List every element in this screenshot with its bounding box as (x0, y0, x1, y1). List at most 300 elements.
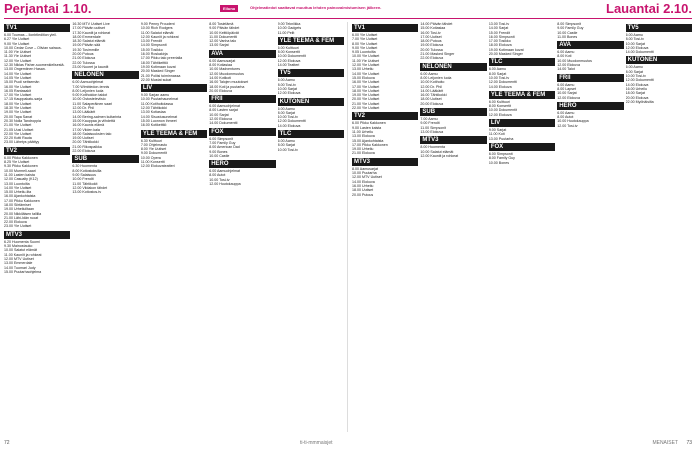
program-entry: 22.20 Kotti Rauta (4, 136, 32, 141)
program-entry: 8.00 Leijonien luola (72, 88, 104, 93)
program-entry: 6.00 Aamuohjelmat (209, 169, 240, 174)
program-entry: 20.00 Nikkiläisen tallilla (4, 211, 42, 216)
program-entry: 7.00 Ohjelmasto (140, 142, 167, 147)
program-entry: 21.00 Poliisi toiminnassa (140, 73, 181, 78)
program-entry: 11.00 Koti (488, 132, 505, 137)
program-entry: 17.15 Kauppakatu-sarja (4, 97, 43, 102)
program-entry: 12.00 Muodonmuutos (209, 71, 244, 76)
program-entry: 11.00 Kauniit ja rohkeat (4, 252, 42, 257)
program-entry: 17.30 Kauniit ja rohkeat (72, 30, 111, 35)
program-entry: 10.00 Tosi-tv (209, 177, 230, 182)
program-entry: 8.00 Kotiostoksilla (72, 168, 102, 173)
program-entry: 12.00 Elokuva (625, 45, 649, 50)
program-entry: 12.00 MTV Uutiset (352, 175, 382, 180)
program-entry: 14.00 Dokumentti (209, 121, 238, 126)
program-entry: 21.00 Yle Uutiset (352, 101, 380, 106)
program-entry: 12.00 Elokuva (277, 58, 301, 63)
channel-heading: HERO (209, 160, 275, 168)
program-entry: 17.00 Yle Uutiset (352, 84, 380, 89)
program-entry: 11.00 Simpsonit (420, 125, 446, 130)
program-entry: 15.00 Kotiasiaa (420, 26, 446, 31)
footer-center: ti-ti-mmmaisjet (300, 440, 333, 446)
program-entry: 18.00 Elokuva (488, 43, 512, 48)
program-entry: 13.00 Luontoilta (4, 181, 30, 186)
program-entry: 14.00 Sisustusunelmat (140, 114, 178, 119)
program-entry: 6.00 Kulttuuri (488, 99, 510, 104)
program-entry: 8.00 Sarjat (277, 110, 296, 115)
program-entry: 18.00 Yle Uutiset (352, 88, 380, 93)
program-entry: 6.00 Aamu (557, 110, 575, 115)
program-entry: 10.00 Bones (488, 160, 509, 165)
program-entry: 16.00 Urheilu (625, 86, 648, 91)
program-entry: 9.00 Sarjat (488, 128, 507, 133)
listing-column (72, 22, 138, 432)
program-entry: 13.00 Kotiostos-tv (72, 190, 102, 195)
program-entry: 22.00 Elokuva (420, 56, 444, 61)
program-entry: 10.00 Salatut elämät (4, 248, 37, 253)
program-entry: 10.00 Gadgets (277, 26, 302, 31)
program-entry: 9.00 Salaisuus (72, 172, 96, 177)
program-entry: 11.00 Tähtikokit (72, 181, 98, 186)
program-entry: 11.00 Dokumentti (209, 34, 238, 39)
program-entry: 19.00 Uutiset (72, 136, 94, 141)
program-entry: 12.00 Elokuva (277, 91, 301, 96)
channel-heading: TV2 (352, 112, 418, 120)
program-entry: 17.00 Pikku talo preerialla (140, 56, 183, 61)
header-rule (4, 18, 692, 19)
program-entry: 20.00 Yle Uutiset (352, 97, 380, 102)
program-entry: 12.00 Tähtikokki (140, 106, 167, 111)
program-entry: 21.00 Rikospaikka (72, 144, 102, 149)
program-entry: 10.00 Castle (557, 30, 578, 35)
program-entry: 9.00 Päivän tähdet (209, 26, 240, 31)
program-entry: 17.00 Uutiset (420, 34, 442, 39)
program-entry: 20.00 Elokuva (209, 88, 232, 93)
program-entry: 12.00 Tosi-tv (557, 123, 578, 128)
program-entry: 10.00 Frendit (72, 177, 94, 182)
program-entry: 20.30 Nolla Tandroppia (4, 118, 41, 123)
program-entry: 19.30 Tosimmille (72, 47, 100, 52)
channel-heading: KUTONEN (278, 98, 344, 106)
program-entry: 16.00 Tosi-tv (420, 30, 441, 35)
program-entry: 19.00 Urheiluiltaan (4, 207, 34, 212)
program-entry: 10.00 Muodonmuutos (557, 58, 592, 63)
program-entry: 14.00 Päivän tähdet (420, 22, 453, 26)
program-entry: 10.00 Opera (140, 155, 161, 160)
program-entry: 9.00 Yle Uutiset (352, 45, 378, 50)
program-entry: 16.00 Ajankohtaista (4, 194, 36, 199)
program-entry: 20.00 Elokuva (625, 95, 649, 100)
program-entry: 21.00 Elokuva (352, 151, 375, 156)
program-entry: 16.00 Urheilu (352, 183, 374, 188)
program-entry: 8.00 Yle Uutiset (140, 147, 167, 152)
program-entry: 14.00 Tuomari Judy (4, 265, 36, 270)
program-entry: 22.00 Tulossa (72, 60, 95, 65)
channel-heading: SUB (72, 155, 138, 163)
program-entry: 22.00 Yle Uutiset (4, 131, 32, 136)
program-entry: 6.00 Aamu (420, 71, 438, 76)
program-entry: 13.00 Puutarha (488, 136, 514, 141)
channel-heading: TV5 (626, 24, 692, 32)
program-entry: 6.00 Aamu (277, 139, 295, 144)
program-entry: 8.00 Sarjat (488, 71, 507, 76)
notice-text: Ohjelmatiedot saattavat muuttua lehden painovalmistumisen jälkeen. (250, 5, 382, 10)
program-entry: 22.00 Elokuva (4, 220, 27, 225)
channel-heading: YLE TEEMA & FEM (278, 37, 344, 45)
program-entry: 8.00 Yle Uutiset (352, 41, 378, 46)
program-entry: 19.00 Elokuva (420, 43, 444, 48)
program-entry: 14.00 Lääkärit (420, 88, 444, 93)
program-entry: 21.05 Uusi Uutiset (4, 127, 34, 132)
program-entry: 6.00 Aamu (625, 65, 643, 70)
program-entry: 6.00 Pikku Kakkonen (352, 121, 386, 126)
channel-heading: FOX (209, 128, 275, 136)
program-entry: 20.00 Tähtikokki (72, 140, 99, 145)
program-entry: 13.00 Kotiasiaa (140, 110, 166, 115)
listing-column (352, 22, 418, 432)
program-entry: 15.00 Elokuva (352, 75, 375, 80)
program-entry: 12.30 Niklas Fisher-suomenkielisestä. (4, 63, 65, 68)
program-entry: 9.00 Yle Uutiset (4, 41, 30, 46)
program-entry: 12.00 Dokumentti (277, 119, 306, 124)
program-entry: 18.00 Siirtämiset (4, 202, 31, 207)
listing-column (141, 22, 207, 432)
program-entry: 14.00 Elokuva (488, 84, 512, 89)
program-entry: 19.00 Kotimaan kuvat (488, 47, 524, 52)
program-entry: 17.00 Tosikko (488, 39, 511, 44)
program-entry: 12.00 Kauniit ja rohkeat (140, 34, 179, 39)
program-entry: 11.30 Yle Uutiset (4, 54, 32, 59)
program-entry: 12.00 Yle Uutiset (352, 63, 380, 68)
program-entry: 10.00 Tosi-tv (625, 74, 646, 79)
page-divider (347, 22, 348, 432)
program-entry: 6.00 Aamu (557, 50, 575, 55)
program-entry: 6.00 Kulttuuri (277, 45, 299, 50)
program-entry: 16.00 Simpsonit (488, 34, 515, 39)
program-entry: 8.00 Tosielämä (209, 22, 234, 26)
program-entry: 9.00 Penny Proudent (140, 22, 175, 26)
program-entry: 8.00 Koti (557, 54, 572, 59)
program-entry: 6.00 Aamu (488, 67, 506, 72)
program-entry: 14.00 Dokumentti (625, 50, 654, 55)
channel-heading: AVA (557, 41, 623, 49)
program-entry: 20.00 Masked Singer (140, 69, 175, 74)
program-entry: 14.00 Elokuva (625, 82, 649, 87)
program-entry: 18.00 Salaisuuksien talo (72, 131, 112, 136)
program-entry: 14.00 Yle Uutiset (4, 71, 32, 76)
program-entry: 14.00 Teatteri (277, 63, 300, 68)
program-entry: 22.00 Mustat sukat (140, 77, 172, 82)
program-entry: 8.00 Lasten sarjat (209, 108, 238, 113)
program-entry: 9.00 Kotihoidon taidot (72, 93, 108, 98)
program-entry: 12.00 Elokuva (557, 95, 580, 100)
program-entry: 16.30 MTV Uutiset Live (72, 22, 110, 26)
program-entry: 14.00 Bering-salmen kultarinta (72, 114, 122, 119)
program-entry: 21.00 Lähi-Idän ruoat (4, 215, 39, 220)
program-entry: 19.00 Yle Uutiset (4, 110, 32, 115)
program-entry: 6.00 Aamuohjelmat (72, 80, 104, 85)
program-entry: 18.00 Putous (420, 39, 442, 44)
program-entry: 14.00 Elokuva (277, 123, 301, 128)
listing-column (209, 22, 275, 432)
program-entry: 15.00 Frendit (488, 30, 510, 35)
program-entry: 20.00 Elokuva (420, 101, 444, 106)
program-entry: 13.00 Lääkärit (72, 110, 96, 115)
program-entry: 20.00 Putous (352, 192, 374, 197)
program-entry: 6.00 Aamuohjelmat (209, 104, 240, 109)
program-entry: 8.00 Tosi-tv (277, 82, 296, 87)
program-entry: 10.00 Puutarhaunelmat (140, 97, 179, 102)
program-entry: 10.00 Huutokauppa (557, 119, 589, 124)
program-entry: 18.00 Uutiset (420, 97, 442, 102)
program-entry: 14.00 Sarjat (488, 26, 509, 31)
program-entry: 6.00 Aamu (277, 78, 295, 83)
program-entry: 18.30 Yle Uutiset (4, 106, 32, 111)
page-number-right: 73 (686, 440, 692, 446)
program-entry: 12.00 Kauniit ja rohkeat (420, 153, 459, 158)
program-entry: 10.00 Dokumentit (488, 108, 517, 113)
program-entry: 7.00 Aamu (420, 117, 438, 122)
channel-heading: FOX (489, 143, 555, 151)
program-entry: 9.05 Luontoilta (352, 50, 376, 55)
program-entry: 11.00 Salatut elämät (140, 30, 174, 35)
program-entry: 11.00 Konsertti (140, 160, 165, 165)
program-entry: 8.00 Aamusarjat (352, 166, 378, 171)
program-entry: 13.00 Frendit (140, 39, 162, 44)
program-entry: 10.00 Tosi-tv (277, 147, 298, 152)
program-entry: 10.00 Dokumentit (277, 54, 306, 59)
program-entry: 22.00 Yle Uutiset (352, 106, 380, 111)
program-entry: 11.00 Bones (557, 34, 578, 39)
program-entry: 14.00 Kotikoti (209, 75, 231, 80)
program-entry: 12.00 Huutokauppa (209, 182, 241, 187)
listing-column (420, 22, 486, 432)
program-entry: 12.00 Casualty (K12) (4, 177, 38, 182)
program-entry: 12.00 Dokumentti (488, 80, 517, 85)
channel-heading: NELONEN (420, 63, 486, 71)
program-entry: 19.00 Kotimaan kuvat (140, 64, 176, 69)
program-entry: 23.00 Yle Uutiset (4, 224, 32, 229)
program-entry: 12.00 Dr. Phil (72, 106, 94, 111)
program-entry: 16.00 Roskakirja (140, 52, 168, 57)
page-number-left: 72 (4, 440, 10, 446)
program-entry: 17.00 Pikku Kakkonen (352, 142, 388, 147)
program-entry: 6.27 Yle Uutiset (4, 37, 30, 42)
program-entry: 15.00 Ajankohtaista (352, 138, 384, 143)
channel-heading: LIV (489, 119, 555, 127)
program-entry: 23.00 Nuoret ja kauniit (72, 64, 109, 69)
program-entry: 16.00 Kaunis elämä (72, 123, 105, 128)
channel-heading: YLE TEEMA & FEM (141, 130, 207, 138)
channel-heading: TV2 (4, 147, 70, 155)
program-entry: 18.30 Salatut elämät (72, 39, 106, 44)
program-entry: 21.00 Elokuva (72, 56, 96, 61)
day-title-left: Perjantai 1.10. (4, 1, 92, 16)
program-entry: 23.00 Lähetys päättyy (4, 140, 40, 145)
program-entry: 15.00 Urheilu-ilta (4, 190, 32, 195)
program-entry: 11.00 Salaperäinen saari (72, 101, 113, 106)
program-entry: 11.00 Pelit (277, 30, 295, 35)
footer-label: MENAISET (652, 440, 678, 446)
program-entry: 21.00 Masked Singer (420, 52, 455, 57)
program-entry: 10.00 Salatut elämät (420, 149, 454, 154)
program-entry: 12.00 Elokuva (488, 112, 512, 117)
program-entry: 16.00 Kotikeittiö (140, 123, 167, 128)
program-entry: 6.20 Huomenta Suomi (4, 239, 40, 244)
channel-heading: SUB (420, 108, 486, 116)
program-entry: 14.00 Yle Uutiset (352, 71, 380, 76)
program-entry: 11.00 Urheilu (352, 129, 374, 134)
program-entry: 9.00 Family Guy (557, 26, 584, 31)
program-entry: 8.00 Autot (557, 115, 574, 120)
program-entry: 10.00 Sarjat (209, 112, 229, 117)
program-entry: 10.00 Yle Uutiset (352, 54, 380, 59)
program-entry: 12.00 MTV Uutiset (4, 256, 34, 261)
program-entry: 6.30 Huomenta (72, 164, 97, 169)
program-entry: 8.00 Kotiasiaa (209, 63, 232, 68)
program-entry: 8.00 Simpsonit (557, 22, 581, 26)
program-entry: 16.00 Yle Uutiset (4, 84, 32, 89)
program-entry: 6.00 Aamusarjat (209, 58, 236, 63)
channel-heading: LIV (141, 84, 207, 92)
program-entry: 20.00 Masked Singer (488, 52, 523, 57)
program-entry: 10.00 Keittiöpäivät (209, 30, 239, 35)
program-entry: 11.00 Yle Uutiset (4, 50, 32, 55)
program-entry: 10.00 Cedar Cove – Olivian sairaus. (4, 45, 62, 50)
channel-heading: AVA (209, 50, 275, 58)
program-entry: 20.00 Putous (72, 52, 94, 57)
channel-heading: FRII (557, 74, 623, 82)
program-entry: 12.00 Elokuvateatteri (140, 164, 175, 169)
program-entry: 6.00 Toumas – Ilonbtledition yleil. (4, 33, 57, 37)
program-entry: 19.00 Päivän sää (72, 43, 101, 48)
program-entry: 9.00 Frendit (420, 121, 440, 126)
program-entry: 15.00 Kauppaa ja viihdettä (72, 118, 115, 123)
right-page-listings (352, 22, 692, 432)
program-entry: 6.00 Aamu (625, 33, 643, 37)
program-entry: 10.00 Sarjat (557, 91, 577, 96)
notice-tag: Eiluno (220, 5, 238, 12)
program-entry: 12.00 Vanha talo (209, 39, 237, 44)
program-entry: 12.00 Viidakon tähdet (72, 185, 108, 190)
program-entry: 16.00 Talojen muutokset (209, 80, 249, 85)
program-entry: 18.00 Tähtikeittiö (140, 60, 169, 65)
program-entry: 6.00 Aamu (557, 82, 575, 87)
program-entry: 11.00 Yle Uutiset (352, 58, 380, 63)
program-entry: 19.00 Yle Uutiset (352, 93, 380, 98)
channel-heading: HERO (557, 102, 623, 110)
program-entry: 6.00 Aamu (277, 106, 295, 111)
program-entry: 14.05 Yle Uutiset (4, 75, 32, 80)
program-entry: 7.00 Wimbledon-tennis (72, 84, 110, 89)
program-entry: 9.30 Pikku Kakkonen (4, 164, 38, 169)
program-entry: 12.00 Dr. Phil (420, 84, 442, 89)
program-entry: 14.00 Elokuva (352, 179, 375, 184)
program-entry: 10.00 Sarjat (277, 86, 298, 91)
channel-heading: TLC (489, 58, 555, 66)
program-entry: 18.00 Yle Uutiset (4, 101, 32, 106)
program-entry: 22.00 Elokuva (72, 149, 96, 154)
program-entry: 13.00 Tosi-tv (488, 22, 510, 26)
program-entry: 10.00 Kotihoito (420, 80, 445, 85)
channel-heading: FRII (209, 95, 275, 103)
program-entry: 6.00 Yle Uutiset (352, 33, 378, 37)
program-entry: 10.00 Sarjat (625, 41, 646, 46)
program-entry: 8.00 Konsertit (488, 104, 511, 109)
program-entry: 16.00 Yle Uutiset (352, 80, 380, 85)
program-entry: 9.30 Mainostauko (4, 244, 33, 249)
program-entry: 14.00 Simpsonit (140, 43, 167, 48)
channel-heading: TV1 (352, 24, 418, 32)
program-entry: 10.00 Puutarha (352, 171, 377, 176)
day-title-right: Lauantai 2.10. (606, 1, 692, 16)
program-entry: 9.00 Tekniikka (277, 22, 301, 26)
program-entry: 12.00 Dokumentti (625, 78, 654, 83)
program-entry: 13.00 Elokuva (420, 129, 444, 134)
program-entry: 7.00 Family Guy (209, 140, 236, 145)
program-entry: 20.00 Tulossa (420, 47, 443, 52)
program-entry: 6.00 Simpsonit (488, 151, 513, 156)
program-entry: 10.00 Ostosteleviisio (72, 97, 106, 102)
program-entry: 10.00 Murmeli-saari (4, 168, 36, 173)
program-entry: 11.00 Kotihoitolassa (140, 101, 173, 106)
channel-heading: TLC (278, 130, 344, 138)
program-entry: 13.00 Elokuva (352, 134, 375, 139)
program-entry: 13.00 Urheilu (352, 67, 374, 72)
listing-column (4, 22, 70, 432)
program-entry: 14.00 Yle Uutiset (4, 185, 32, 190)
program-entry: 8.00 Leijonien luola (420, 75, 452, 80)
program-entry: 8.00 Konsertit (277, 50, 300, 55)
program-entry: 17.00 Viiden kala (72, 127, 100, 132)
program-entry: 19.00 Urheilu (352, 147, 374, 152)
channel-heading: KUTONEN (626, 56, 692, 64)
channel-heading: TV5 (278, 69, 344, 77)
program-entry: 8.00 Family Guy (488, 156, 515, 161)
channel-heading: MTV3 (352, 158, 418, 166)
listing-column (278, 22, 344, 432)
program-entry: 13.00 Sarjat (209, 43, 229, 48)
program-entry: 10.00 Tosi-tv (277, 115, 298, 120)
program-entry: 8.25 Yle Uutiset (4, 160, 30, 165)
program-entry: 16.05 Rantasakit (4, 88, 31, 93)
program-entry: 8.00 Sarjat (277, 143, 296, 148)
program-entry: 18.00 Sarjat (625, 91, 646, 96)
program-entry: 15.00 Puutarhaohjelma (4, 269, 42, 274)
program-entry: 17.00 Päivän uutiset (72, 26, 105, 31)
program-entry: 12.00 Yle Uutiset (4, 58, 32, 63)
program-entry: 18.00 Koti ja puutarha (209, 84, 245, 89)
program-entry: 8.00 Huomenta (420, 145, 445, 150)
program-entry: 22.00 Myöhäisilta (625, 99, 654, 104)
program-entry: 8.00 Tosi-tv (625, 37, 644, 42)
program-entry: 20.00 Tapa Sanat (4, 114, 33, 119)
program-entry: 10.00 Castle (209, 153, 230, 158)
program-entry: 21.00 Yle Uutiset (4, 123, 32, 128)
program-entry: 10.00 Rich Rodgers (140, 26, 173, 31)
program-entry: 6.30 Kulttuuri (140, 138, 162, 143)
program-entry: 9.00 Bones (209, 149, 228, 154)
program-entry: 13.00 Ongemiinen Hasan. (4, 67, 46, 72)
program-entry: 12.00 Elokuva (209, 117, 232, 122)
program-entry: 18.00 Emmerdale (72, 34, 101, 39)
program-entry: 9.00 Sarjan aamu (140, 93, 170, 98)
channel-heading: NELONEN (72, 71, 138, 79)
program-entry: 12.00 Elokuva (557, 63, 580, 68)
program-entry: 6.00 Pikku Kakkonen (4, 155, 38, 160)
program-entry: 16.00 Tähtikokki (420, 93, 447, 98)
listing-column (557, 22, 623, 432)
